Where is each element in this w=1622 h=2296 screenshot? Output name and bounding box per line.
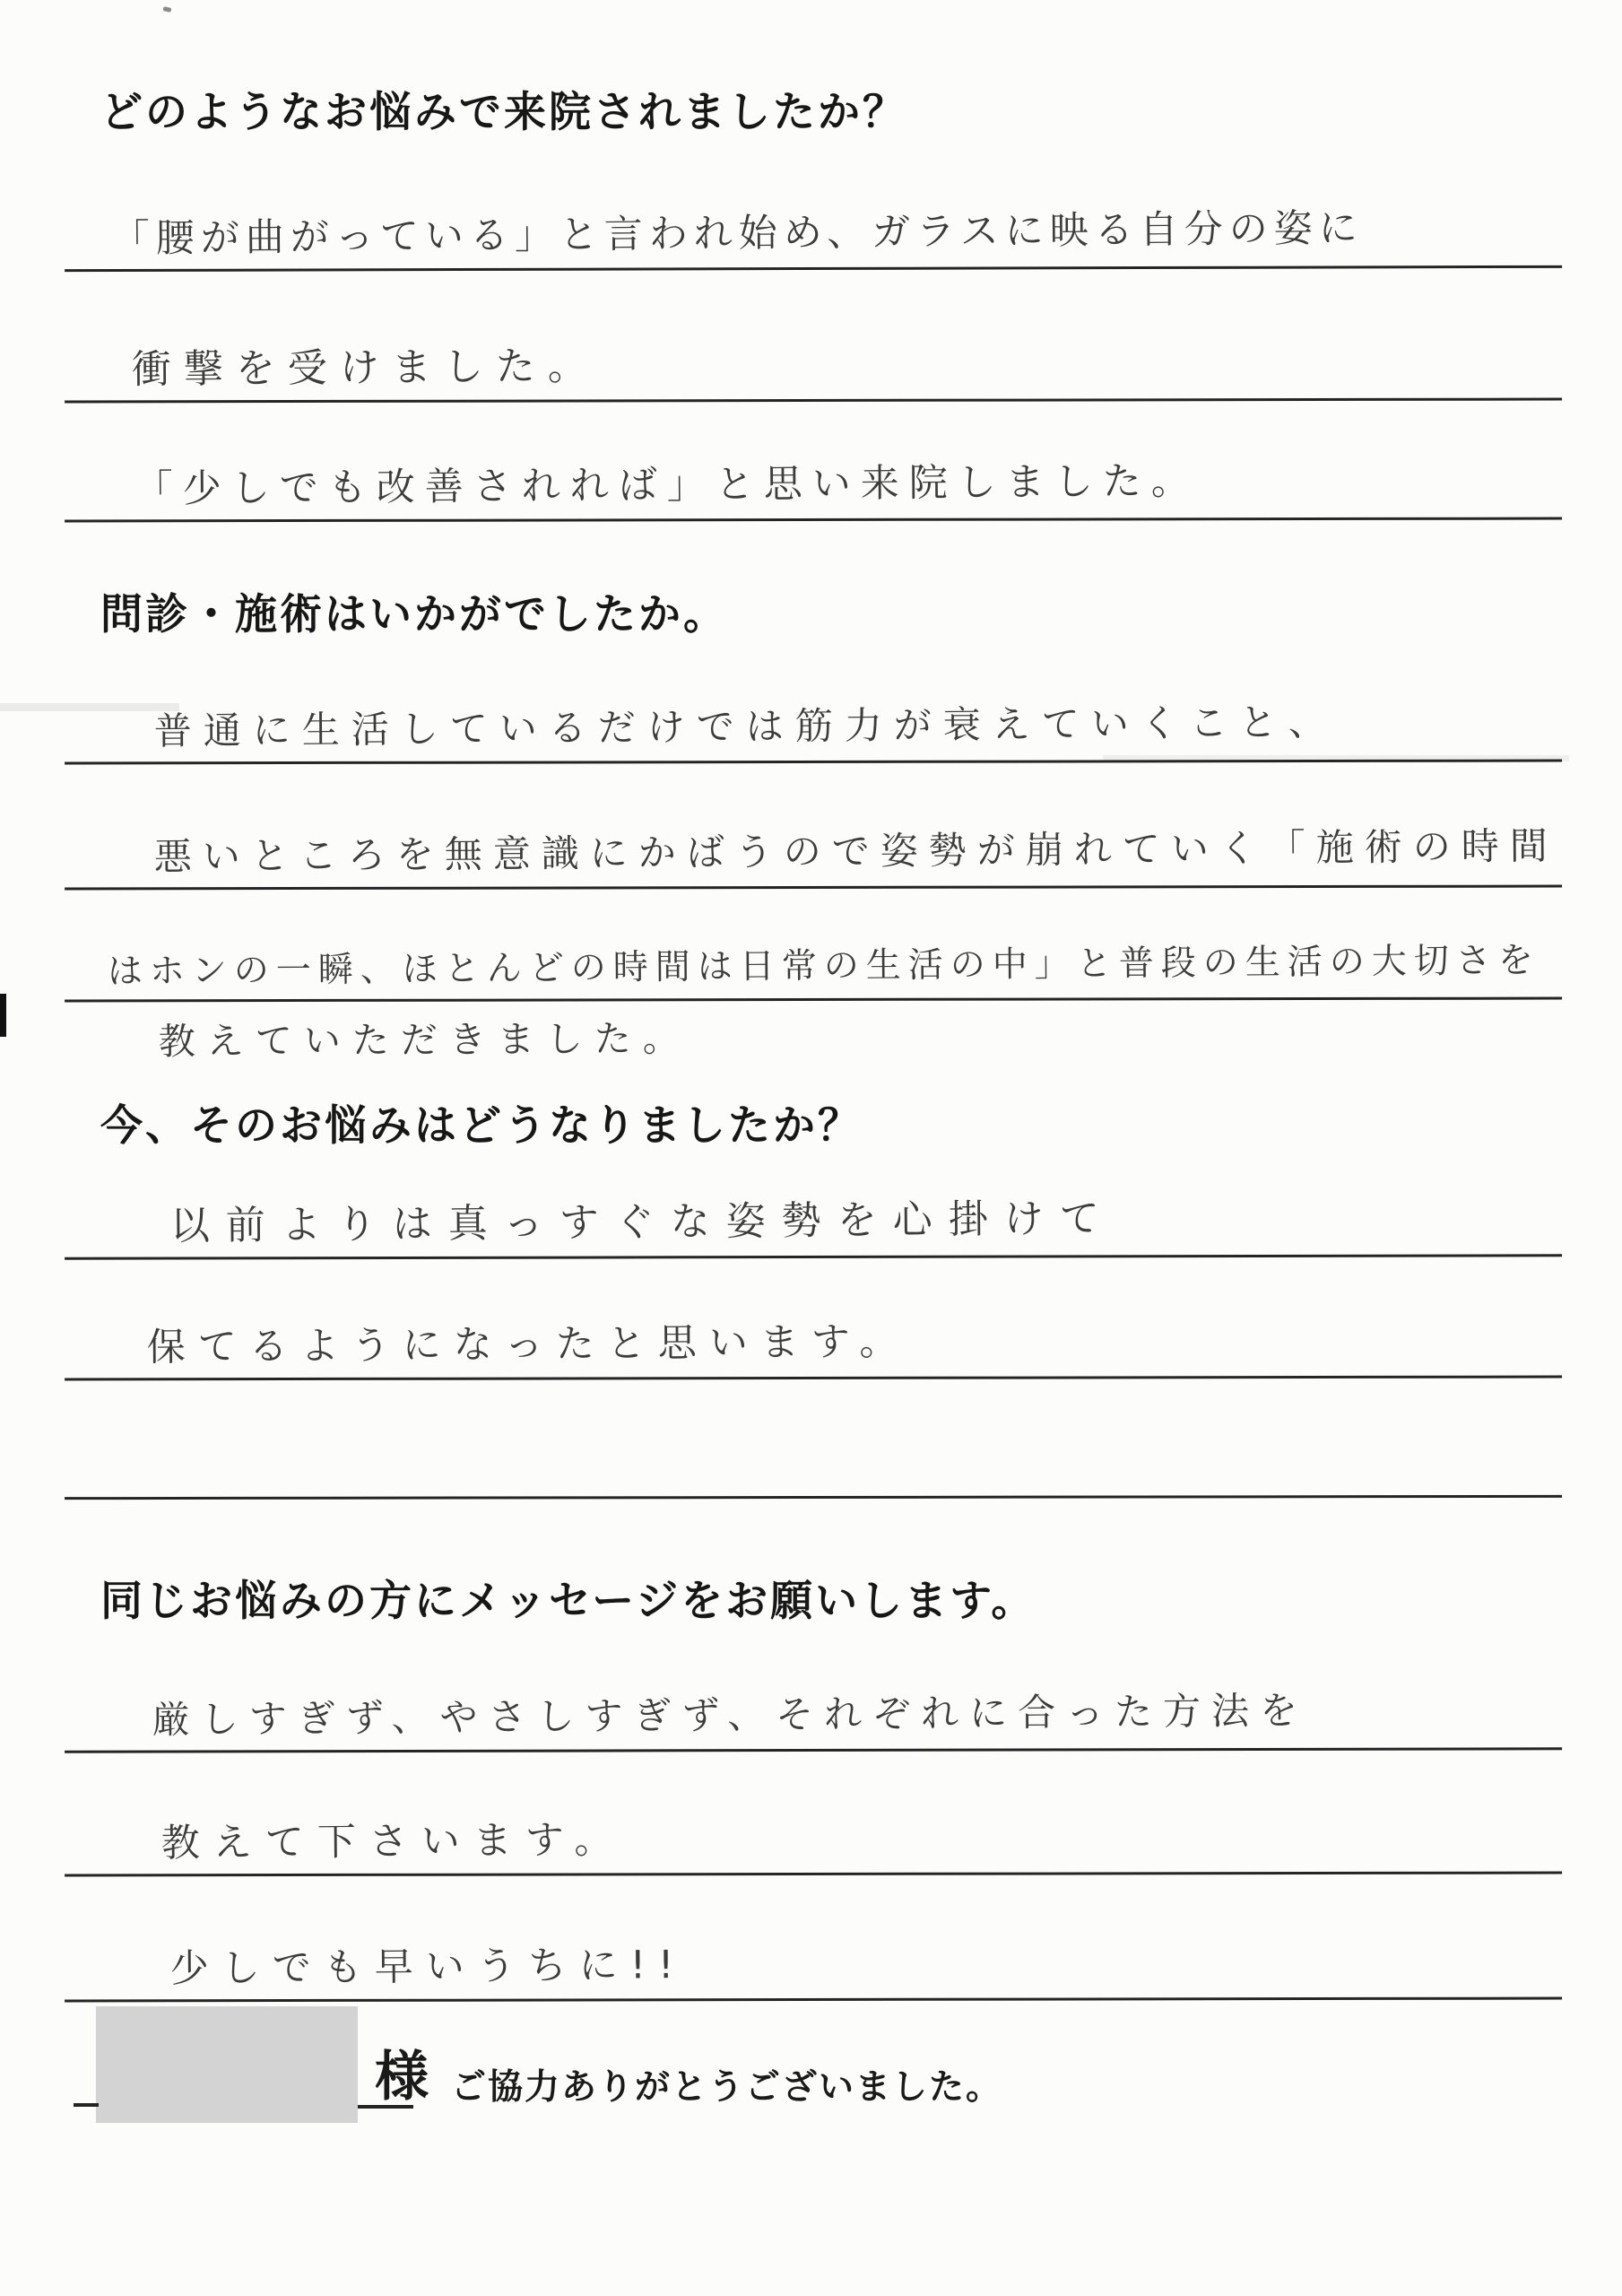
redaction-box xyxy=(96,2006,358,2123)
answer-4-line-2 xyxy=(65,1787,1562,1877)
answer-4-line-1 xyxy=(65,1662,1562,1752)
handwritten-text: 衝撃を受けました。 xyxy=(131,343,601,393)
answer-3-line-2 xyxy=(65,1291,1562,1381)
handwritten-text: 厳しすぎず、やさしすぎず、それぞれに合った方法を xyxy=(152,1688,1309,1742)
question-3-heading: 今、そのお悩みはどうなりましたか？ xyxy=(100,1103,863,1150)
honorific-label: 様 xyxy=(375,2048,429,2107)
answer-1-line-3 xyxy=(65,430,1562,523)
scan-speck xyxy=(163,6,172,13)
question-2-heading: 問診・施術はいかがでしたか。 xyxy=(100,592,728,639)
answer-1-line-1 xyxy=(65,180,1562,272)
handwritten-text: 普通に生活しているだけでは筋力が衰えていくこと、 xyxy=(153,700,1338,753)
handwritten-text: 少しでも早いうちに!! xyxy=(169,1943,687,1992)
question-4-heading: 同じお悩みの方にメッセージをお願いします。 xyxy=(100,1578,1037,1625)
handwritten-text: 「腰が曲がっている」と言われ始め、ガラスに映る自分の姿に xyxy=(110,205,1364,262)
answer-3-line-3-empty xyxy=(65,1410,1562,1500)
answer-2-line-1 xyxy=(65,674,1562,765)
handwritten-text: 「少しでも改善されれば」と思い来院しました。 xyxy=(134,458,1200,512)
answer-2-line-2 xyxy=(65,800,1562,891)
handwritten-text: 教えて下さいます。 xyxy=(160,1817,627,1866)
answer-2-line-4 xyxy=(65,1001,1562,1071)
answer-3-line-1 xyxy=(65,1169,1562,1259)
answer-4-line-3 xyxy=(65,1912,1562,2003)
handwritten-text: 教えていただきました。 xyxy=(158,1016,691,1064)
thanks-text: ご協力ありがとうございました。 xyxy=(451,2068,1003,2107)
handwritten-text: はホンの一瞬、ほとんどの時間は日常の生活の中」と普段の生活の大切さを xyxy=(107,940,1540,993)
scan-edge-mark xyxy=(0,994,6,1037)
handwritten-text: 保てるようになったと思います。 xyxy=(146,1319,911,1370)
answer-2-line-3 xyxy=(65,912,1562,1003)
handwritten-text: 以前よりは真っすぐな姿勢を心掛けて xyxy=(169,1196,1115,1249)
question-1-heading: どのようなお悩みで来院されましたか？ xyxy=(100,90,907,136)
answer-1-line-2 xyxy=(65,311,1562,404)
handwritten-text: 悪いところを無意識にかばうので姿勢が崩れていく「施術の時間 xyxy=(153,823,1558,879)
name-rule-left xyxy=(74,2103,99,2107)
